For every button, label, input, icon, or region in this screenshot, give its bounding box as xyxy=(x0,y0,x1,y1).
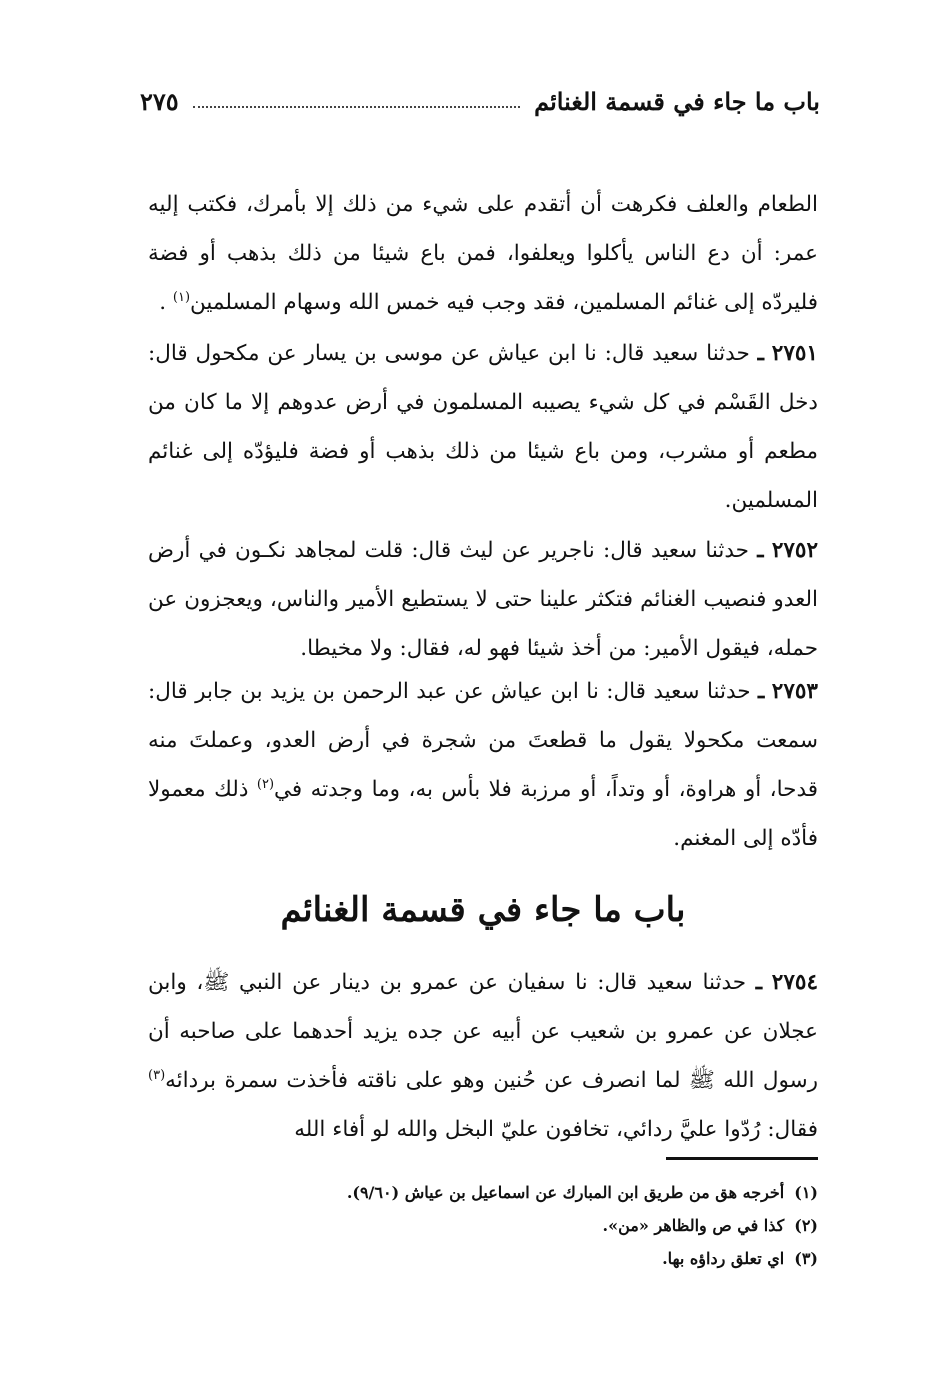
footnote-marker: (٣) xyxy=(148,1067,166,1083)
hadith-text-end: فقال: رُدّوا عليَّ ردائي، تخافون عليّ البخل والله لو أفاء الله xyxy=(294,1117,818,1142)
chapter-heading: باب ما جاء في قسمة الغنائم xyxy=(280,890,686,930)
hadith-text: حدثنا سعيد قال: ناجرير عن ليث قال: قلت لمجاهد نكـون في أرض العدو فنصيب الغنائم فتكثر علينا حتى لا يستطيع الأمير والناس، ويعجزون عن حمله، فيقول الأمير: من أخذ شيئا فهو له، فقال: ولا مخيطا. xyxy=(148,538,818,661)
dash: ـ xyxy=(758,679,765,704)
dash: ـ xyxy=(757,538,764,563)
footnote-1 xyxy=(148,1176,818,1209)
hadith-number: ٢٧٥١ xyxy=(771,341,818,366)
footnote-text: أخرجه هق من طريق ابن المبارك عن اسماعيل بن عياش (٩/٦٠). xyxy=(346,1183,785,1202)
hadith-text-end: ذلك معمولا فأدّه إلى المغنم. xyxy=(148,777,818,851)
footnote-marker: (١) xyxy=(172,289,191,305)
hadith-2754 xyxy=(148,958,818,1154)
hadith-2752 xyxy=(148,526,818,673)
running-title: باب ما جاء في قسمة الغنائم xyxy=(534,86,820,116)
dotted-leader xyxy=(193,106,520,108)
dash: ـ xyxy=(757,341,764,366)
footnote-text: اي تعلق رداؤه بها. xyxy=(662,1249,785,1268)
paragraph-continuation xyxy=(148,180,818,327)
footnote-number: (٢) xyxy=(794,1216,818,1235)
footnote-3 xyxy=(148,1242,818,1275)
footnote-number: (٣) xyxy=(794,1249,818,1268)
footnote-marker: (٢) xyxy=(256,776,275,792)
hadith-2751 xyxy=(148,329,818,525)
footnote-text: كذا في ص والظاهر «من». xyxy=(602,1216,785,1235)
footnote-2 xyxy=(148,1209,818,1242)
footnotes xyxy=(148,1176,818,1275)
hadith-text: حدثنا سعيد قال: نا ابن عياش عن موسى بن يسار عن مكحول قال: دخل القَسْم في كل شيء يصيبه المسلمون في أرض عدوهم إلا ما كان من مطعم أو مشرب، ومن باع شيئا من ذلك بذهب أو فضة فليؤدّه إلى غنائم المسلمين. xyxy=(148,341,818,513)
hadith-text: حدثنا سعيد قال: نا ابن عياش عن عبد الرحمن بن يزيد بن جابر قال: سمعت مكحولا يقول ما قطعتَ من شجرة في أرض العدو، وعملتَ منه قدحا، أو هراوة، أو وتداً، أو مرزبة فلا بأس به، وما وجدته في xyxy=(148,679,819,802)
hadith-number: ٢٧٥٤ xyxy=(771,970,818,995)
paragraph-end: . xyxy=(159,290,167,315)
hadith-number: ٢٧٥٢ xyxy=(771,538,819,563)
footnote-separator xyxy=(666,1157,818,1160)
dash: ـ xyxy=(755,970,763,995)
footnote-number: (١) xyxy=(794,1183,818,1202)
paragraph-text: الطعام والعلف فكرهت أن أتقدم على شيء من ذلك إلا بأمرك، فكتب إليه عمر: أن دع الناس يأكلوا ويعلفوا، فمن باع شيئا من ذلك بذهب أو فضة فليردّه إلى غنائم المسلمين، فقد وجب فيه خمس الله وسهام المسلمين xyxy=(148,192,818,315)
hadith-number: ٢٧٥٣ xyxy=(771,679,818,704)
page-number: ٢٧٥ xyxy=(140,86,179,116)
running-header xyxy=(140,84,820,118)
hadith-2753 xyxy=(148,667,818,863)
hadith-text: حدثنا سعيد قال: نا سفيان عن عمرو بن دينار عن النبي ﷺ، وابن عجلان عن عمرو بن شعيب عن أبيه عن جده يزيد أحدهما على صاحبه أن رسول الله ﷺ لما انصرف عن حُنين وهو على ناقته فأخذت سمرة بردائه xyxy=(148,970,818,1093)
